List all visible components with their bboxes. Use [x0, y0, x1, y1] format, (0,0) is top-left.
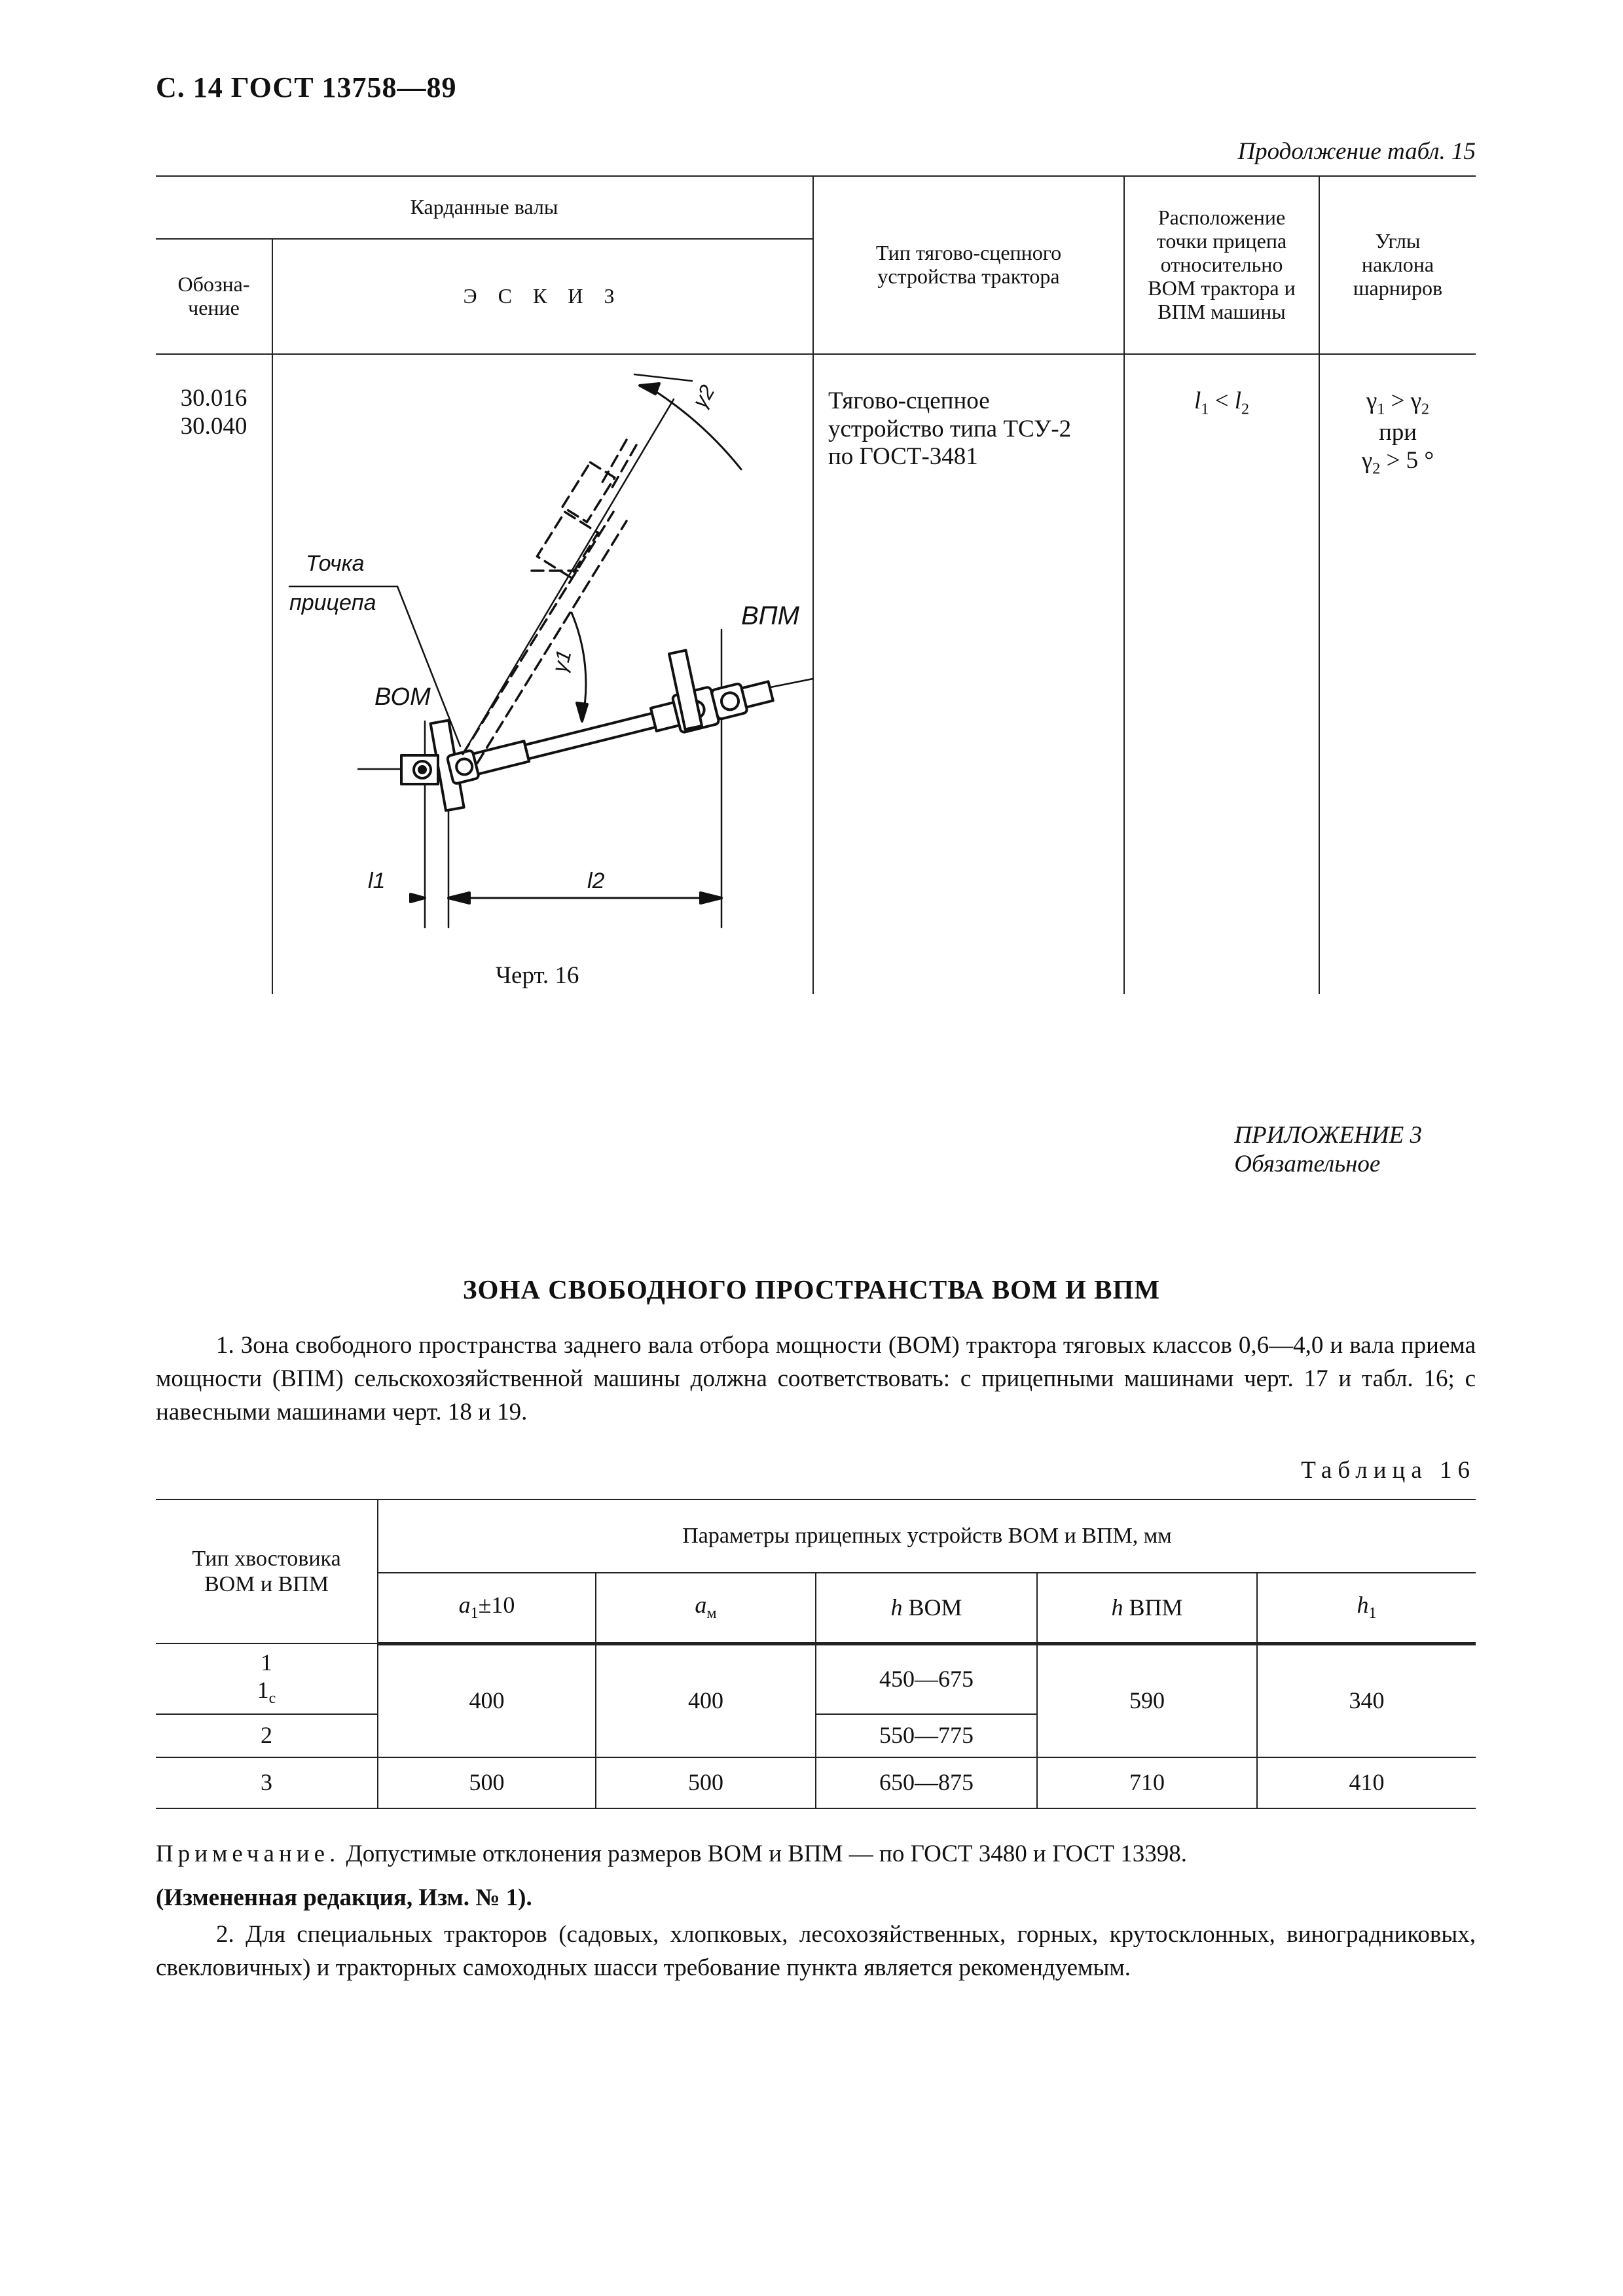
- t16-header-hvpm: h ВПМ: [1037, 1573, 1257, 1643]
- t16-header-a1: $a_1\pm 10$: [378, 1573, 596, 1643]
- t16-row3-type: 3: [156, 1757, 378, 1808]
- paragraph-1: 1. Зона свободного пространства заднего вала отбора мощности (ВОМ) трактора тяговых классов 0,6—4,0 и вала приема мощности (ВПМ) сельскохозяйственной машины должна соответствовать: с прицепными машинами черт. 17 и табл. 16; с навесными машинами черт. 18 и 19.: [156, 1332, 1476, 1426]
- table-note: Примечание. Допустимые отклонения размеров ВОМ и ВПМ — по ГОСТ 3480 и ГОСТ 13398.: [156, 1840, 1188, 1867]
- hitch-point-label-2: прицепа: [289, 590, 376, 615]
- gamma-2-label: γ2: [687, 380, 720, 412]
- dimension-l2-label: l2: [587, 869, 605, 893]
- ipm-label: ВПМ: [741, 601, 799, 630]
- t16-row1-hvom: 450—675: [816, 1643, 1037, 1714]
- pto-label: ВОМ: [374, 683, 431, 711]
- table-16: [156, 1499, 1476, 1809]
- page-header: С. 14 ГОСТ 13758—89: [156, 71, 457, 103]
- t16-row1-a1: 400: [378, 1643, 596, 1757]
- t16-row3-h1: 410: [1257, 1757, 1476, 1808]
- table-16-label: Таблица 16: [1301, 1457, 1476, 1484]
- table-continuation-label: Продолжение табл. 15: [1237, 138, 1476, 165]
- t16-row1-hvpm: 590: [1037, 1643, 1257, 1757]
- t16-header-hvom: h ВОМ: [816, 1573, 1037, 1643]
- revision-note: (Измененная редакция, Изм. № 1).: [156, 1884, 532, 1911]
- t16-header-am: $a_м$: [596, 1573, 816, 1643]
- col-header-position: Расположение точки прицепа относительно ВОМ трактора и ВПМ машины: [1124, 176, 1319, 354]
- col-header-designation: Обозна- чение: [156, 239, 272, 354]
- t16-row3-a1: 500: [378, 1757, 596, 1808]
- figure-caption: Черт. 16: [496, 962, 579, 989]
- row-position: $l_1 < l_2$: [1124, 354, 1319, 994]
- t16-header-h1: $h_1$: [1257, 1573, 1476, 1643]
- gamma-1-label: γ1: [547, 647, 576, 675]
- t16-row2-type: 2: [156, 1714, 378, 1757]
- dimension-l1-label: l1: [368, 869, 386, 893]
- row-designation: 30.016 30.040: [156, 354, 272, 994]
- t16-row1-h1: 340: [1257, 1643, 1476, 1757]
- table-15: [156, 175, 1476, 994]
- col-header-type: Тип тягово-сцепного устройства трактора: [813, 176, 1124, 354]
- appendix-heading: ПРИЛОЖЕНИЕ 3 Обязательное: [1234, 1122, 1422, 1178]
- t16-header-type: Тип хвостовика ВОМ и ВПМ: [156, 1499, 378, 1643]
- t16-row2-hvom: 550—775: [816, 1714, 1037, 1757]
- t16-row3-am: 500: [596, 1757, 816, 1808]
- col-header-cardan: Карданные валы: [156, 176, 813, 239]
- paragraph-2: 2. Для специальных тракторов (садовых, хлопковых, лесохозяйственных, горных, крутосклонных, виноградниковых, свекловичных) и тракторных самоходных шасси требование пункта является рекомендуемым.: [156, 1921, 1476, 1982]
- col-header-angles: Углы наклона шарниров: [1319, 176, 1476, 354]
- t16-row3-hvpm: 710: [1037, 1757, 1257, 1808]
- section-title: ЗОНА СВОБОДНОГО ПРОСТРАНСТВА ВОМ И ВПМ: [462, 1274, 1161, 1304]
- row-angles: $\gamma_1 > \gamma_2$ при $\gamma_2 > 5$ °: [1319, 354, 1476, 994]
- cardan-shaft-sketch: [273, 355, 814, 994]
- t16-row1-type: 1 $1_с$: [156, 1643, 378, 1714]
- hitch-point-label-1: Точка: [306, 551, 365, 576]
- col-header-sketch: Э С К И З: [272, 239, 813, 354]
- t16-header-params: Параметры прицепных устройств ВОМ и ВПМ, мм: [378, 1499, 1476, 1573]
- t16-row3-hvom: 650—875: [816, 1757, 1037, 1808]
- sketch-cell: [272, 354, 813, 994]
- row-type: Тягово-сцепное устройство типа ТСУ-2 по ГОСТ-3481: [813, 354, 1124, 994]
- t16-row1-am: 400: [596, 1643, 816, 1757]
